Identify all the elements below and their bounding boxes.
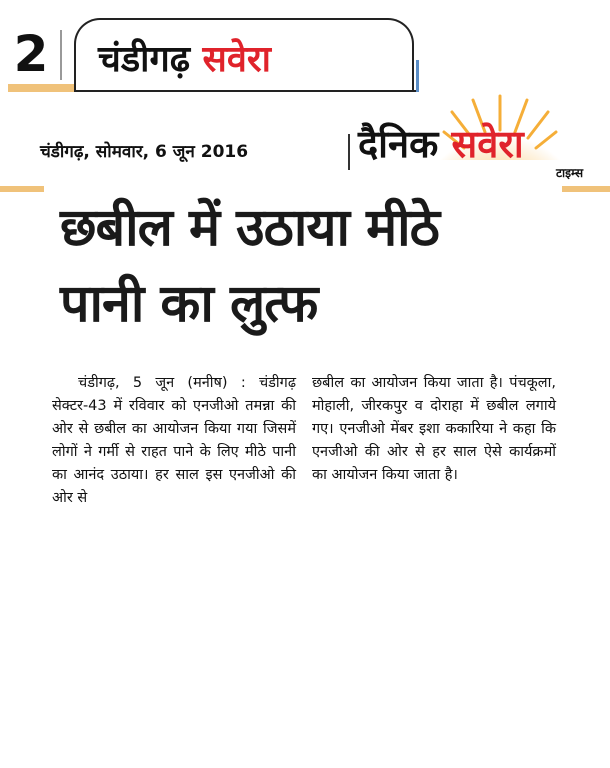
rule-right (562, 186, 610, 192)
header-separator (60, 30, 62, 80)
headline-line-2: पानी का लुत्फ (60, 274, 318, 334)
section-tab-edge (416, 60, 419, 92)
masthead-name-part1: दैनिक (358, 122, 439, 166)
section-brand: सवेरा (202, 39, 271, 80)
masthead-name-part2: सवेरा (451, 122, 524, 166)
masthead (358, 118, 524, 170)
page-number-underline (8, 84, 78, 92)
masthead-subtitle: टाइम्स (556, 166, 584, 180)
masthead-separator (348, 134, 350, 170)
article-column-right (312, 372, 556, 487)
section-tab-underline (74, 90, 418, 92)
section-city: चंडीगढ़ (98, 39, 190, 80)
page-number: 2 (13, 25, 49, 83)
article-column-left (52, 372, 296, 510)
headline-line-1: छबील में उठाया मीठे (60, 198, 439, 258)
section-title (98, 38, 271, 82)
headline (60, 190, 560, 342)
rule-left (0, 186, 44, 192)
dateline: चंडीगढ़, सोमवार, 6 जून 2016 (40, 142, 249, 162)
article-text-col2: छबील का आयोजन किया जाता है। पंचकूला, मोहाली, जीरकपुर व दोराहा में छबील लगाये गए। एनजीओ मेंबर इशा ककारिया ने कहा कि एनजीओ की ओर से हर साल ऐसे कार्यक्रमों का आयोजन किया जाता है। (312, 375, 556, 483)
article-text-col1: चंडीगढ़, 5 जून (मनीष) : चंडीगढ़ सेक्टर-43 में रविवार को एनजीओ तमन्ना की ओर से छबील का आयोजन किया गया जिसमें लोगों ने गर्मी से राहत पाने के लिए मीठे पानी का आनंद उठाया। हर साल इस एनजीओ की ओर से (52, 375, 296, 506)
